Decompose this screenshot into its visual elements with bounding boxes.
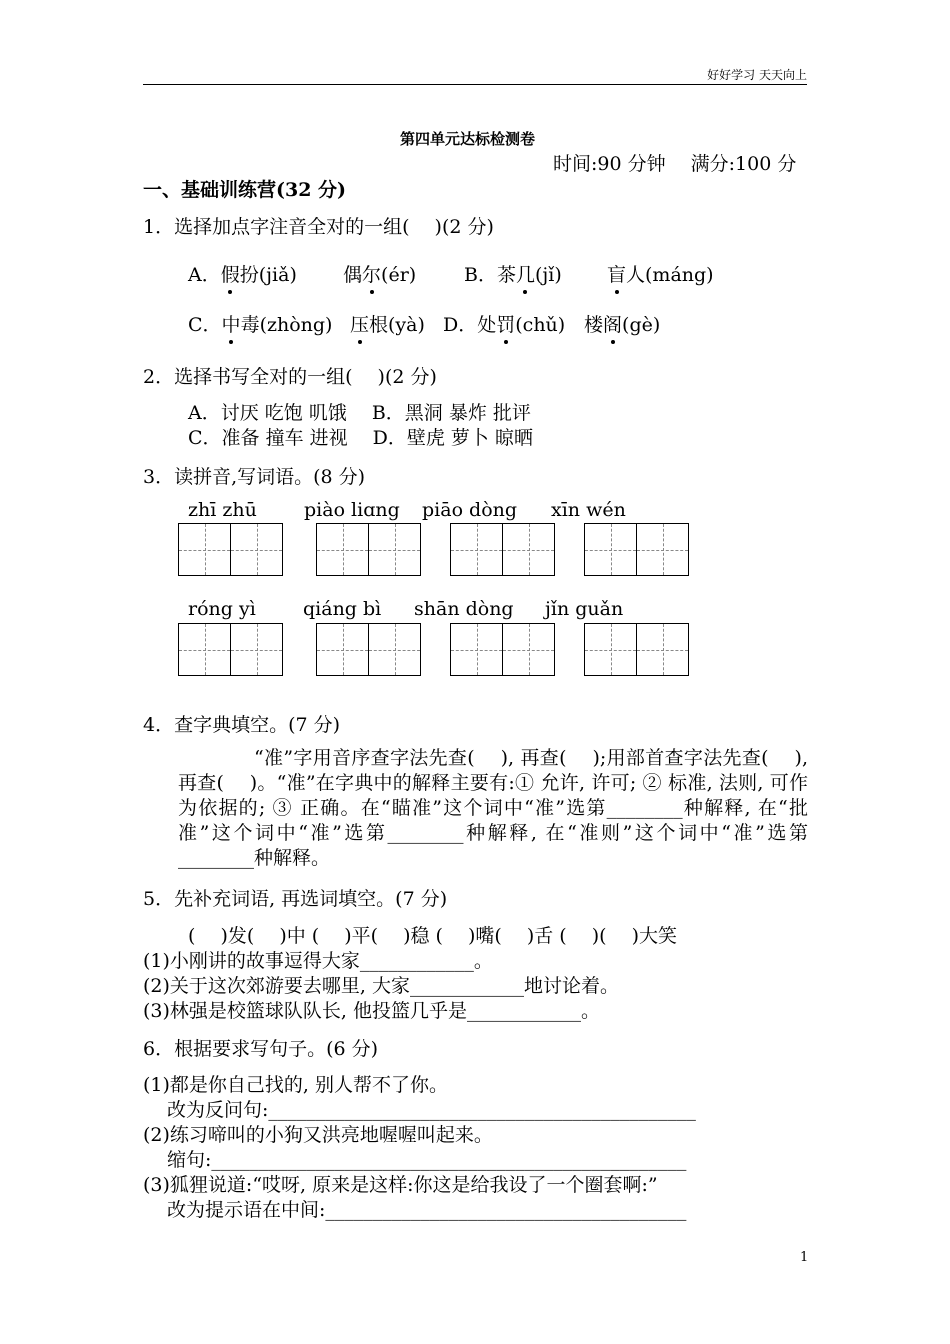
option-text: 茶 bbox=[496, 264, 516, 286]
q1-option-a bbox=[188, 260, 297, 287]
grid-cell[interactable] bbox=[450, 523, 503, 576]
question-4-body: “准”字用音序查字法先查( ), 再查( );用部首查字法先查( ), 再查( )。“准”在字典中的解释主要有:① 允许, 许可; ② 标准, 法则, 可作为依据的; ③ 正确。在“瞄准”这个词中“准”选第________种解释, 在“批准”这个词中“准”选第________种解释, 在“准则”这个词中“准”选第________种解释。 bbox=[178, 747, 808, 869]
pinyin-6: qiáng bì bbox=[303, 598, 382, 620]
pinyin-3: piāo dòng bbox=[422, 499, 518, 521]
grid-cell[interactable] bbox=[584, 623, 637, 676]
q6-sentence-1: (1)都是你自己找的, 别人帮不了你。 bbox=[143, 1074, 448, 1096]
option-text: (chǔ) bbox=[515, 314, 566, 336]
grid-cell[interactable] bbox=[230, 523, 283, 576]
question-3-stem: 3．读拼音,写词语。(8 分) bbox=[143, 466, 366, 488]
pinyin-8: jǐn guǎn bbox=[545, 598, 624, 620]
q1-option-c bbox=[188, 310, 332, 337]
q1-option-b-2 bbox=[607, 260, 714, 287]
q5-word-blanks[interactable]: ( )发( )中 ( )平( )稳 ( )嘴( )舌 ( )( )大笑 bbox=[188, 925, 678, 947]
header-slogan: 好好学习 天天向上 bbox=[707, 68, 807, 82]
q1-option-d bbox=[443, 310, 565, 337]
option-text: 毒(zhòng) bbox=[240, 314, 333, 336]
page-title: 第四单元达标检测卷 bbox=[400, 130, 536, 148]
grid-cell[interactable] bbox=[230, 623, 283, 676]
pinyin-4: xīn wén bbox=[551, 499, 626, 521]
question-5-stem: 5．先补充词语, 再选词填空。(7 分) bbox=[143, 888, 448, 910]
q6-answer-1[interactable]: 改为反问句:_____________________________________________ bbox=[167, 1099, 696, 1121]
grid-cell[interactable] bbox=[316, 523, 369, 576]
writing-grid[interactable] bbox=[178, 523, 282, 576]
option-text: (jǐ) bbox=[535, 264, 562, 286]
option-label: B． bbox=[464, 264, 497, 286]
dotted-char: 罚 bbox=[496, 310, 515, 337]
dotted-char: 中 bbox=[222, 310, 241, 337]
q5-sentence-2: (2)关于这次郊游要去哪里, 大家____________地讨论着。 bbox=[143, 975, 619, 997]
q6-sentence-3: (3)狐狸说道:“哎呀, 原来是这样:你这是给我设了一个圈套啊:” bbox=[143, 1174, 658, 1196]
writing-grid[interactable] bbox=[316, 623, 420, 676]
q6-answer-2[interactable]: 缩句:__________________________________________________ bbox=[167, 1149, 687, 1171]
option-label: C． bbox=[188, 314, 222, 336]
q1-option-b bbox=[464, 260, 562, 287]
option-text: 人(máng) bbox=[626, 264, 714, 286]
q6-sentence-2: (2)练习啼叫的小狗又洪亮地喔喔叫起来。 bbox=[143, 1124, 493, 1146]
option-text: (ér) bbox=[381, 264, 417, 286]
pinyin-1: zhī zhū bbox=[188, 499, 257, 521]
q2-options-line-1: A．讨厌 吃饱 叽饿 B．黑洞 暴炸 批评 bbox=[188, 402, 531, 424]
q2-options-line-2: C．准备 撞车 进视 D．壁虎 萝卜 晾晒 bbox=[188, 427, 533, 449]
writing-grid[interactable] bbox=[584, 623, 688, 676]
writing-grid[interactable] bbox=[584, 523, 688, 576]
grid-cell[interactable] bbox=[502, 623, 555, 676]
q1-option-a-2 bbox=[343, 260, 416, 287]
grid-cell[interactable] bbox=[636, 623, 689, 676]
pinyin-2: piào liɑng bbox=[304, 499, 400, 521]
grid-cell[interactable] bbox=[368, 623, 421, 676]
writing-grid[interactable] bbox=[450, 523, 554, 576]
question-2-stem: 2．选择书写全对的一组( )(2 分) bbox=[143, 366, 437, 388]
dotted-char: 盲 bbox=[607, 260, 626, 287]
pinyin-5: róng yì bbox=[188, 598, 256, 620]
writing-grid[interactable] bbox=[450, 623, 554, 676]
dotted-char: 假 bbox=[221, 260, 240, 287]
question-1-stem: 1．选择加点字注音全对的一组( )(2 分) bbox=[143, 216, 494, 238]
q5-sentence-1: (1)小刚讲的故事逗得大家____________。 bbox=[143, 950, 493, 972]
q6-answer-3[interactable]: 改为提示语在中间:______________________________________ bbox=[167, 1199, 687, 1221]
writing-grid[interactable] bbox=[316, 523, 420, 576]
grid-cell[interactable] bbox=[502, 523, 555, 576]
question-4-stem: 4．查字典填空。(7 分) bbox=[143, 714, 341, 736]
option-label: A． bbox=[188, 264, 221, 286]
grid-cell[interactable] bbox=[178, 623, 231, 676]
grid-cell[interactable] bbox=[636, 523, 689, 576]
q5-sentence-3: (3)林强是校篮球队队长, 他投篮几乎是____________。 bbox=[143, 1000, 600, 1022]
option-label: D． bbox=[443, 314, 478, 336]
dotted-char: 尔 bbox=[362, 260, 381, 287]
option-text: (gè) bbox=[622, 314, 661, 336]
dotted-char: 压 bbox=[350, 310, 369, 337]
q1-option-d-2 bbox=[584, 310, 660, 337]
question-6-stem: 6．根据要求写句子。(6 分) bbox=[143, 1038, 379, 1060]
grid-cell[interactable] bbox=[316, 623, 369, 676]
grid-cell[interactable] bbox=[584, 523, 637, 576]
option-text: 楼 bbox=[584, 314, 604, 336]
grid-cell[interactable] bbox=[450, 623, 503, 676]
page-number: 1 bbox=[800, 1250, 809, 1265]
option-text: 偶 bbox=[343, 264, 363, 286]
dotted-char: 几 bbox=[516, 260, 535, 287]
grid-cell[interactable] bbox=[178, 523, 231, 576]
pinyin-7: shān dòng bbox=[414, 598, 514, 620]
option-text: 扮(jiǎ) bbox=[239, 264, 297, 286]
writing-grid[interactable] bbox=[178, 623, 282, 676]
option-text: 根(yà) bbox=[369, 314, 425, 336]
header-rule bbox=[143, 84, 807, 85]
q1-option-c-2 bbox=[350, 310, 425, 337]
section-heading: 一、基础训练营(32 分) bbox=[143, 179, 347, 201]
dotted-char: 阁 bbox=[603, 310, 622, 337]
grid-cell[interactable] bbox=[368, 523, 421, 576]
option-text: 处 bbox=[477, 314, 497, 336]
exam-meta: 时间:90 分钟 满分:100 分 bbox=[553, 153, 797, 175]
